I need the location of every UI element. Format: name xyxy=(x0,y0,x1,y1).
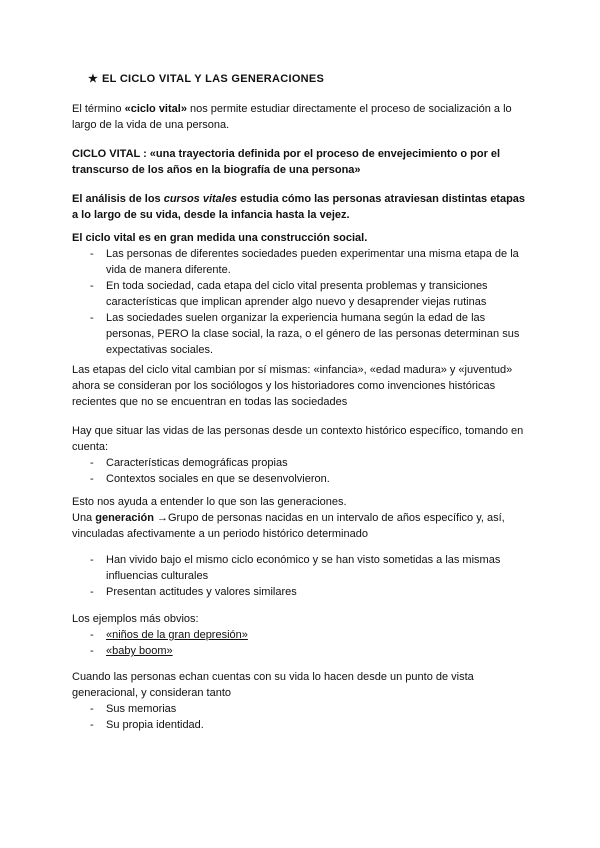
intro-term: «ciclo vital» xyxy=(124,103,187,115)
generation-intro: Esto nos ayuda a entender lo que son las generaciones. xyxy=(72,496,347,508)
generation-section xyxy=(72,494,532,542)
generation-pre: Una xyxy=(72,512,96,524)
generation-definition xyxy=(72,510,532,542)
context-text: Hay que situar las vidas de las personas desde un contexto histórico específico, tomando en cuenta: xyxy=(72,425,524,453)
list-item: - Su propia identidad. xyxy=(72,717,532,733)
social-construction-section xyxy=(72,230,532,358)
context-list xyxy=(72,455,532,487)
definition-paragraph: CICLO VITAL : «una trayectoria definida por el proceso de envejecimiento o por el transcurso de los años en la biografía de una persona» xyxy=(72,148,501,176)
example-link[interactable]: «baby boom» xyxy=(106,645,173,657)
intro-paragraph xyxy=(72,101,532,133)
social-heading: El ciclo vital es en gran medida una construcción social. xyxy=(72,232,368,244)
list-item: - Han vivido bajo el mismo ciclo económico y se han visto sometidas a las mismas influencias culturales xyxy=(72,552,532,584)
list-item: - Características demográficas propias xyxy=(72,455,532,471)
list-item: - Presentan actitudes y valores similares xyxy=(72,584,532,600)
context-section xyxy=(72,423,532,487)
social-list xyxy=(72,246,532,358)
analysis-post: estudia cómo las personas atraviesan distintas etapas a lo largo de su vida, desde la infancia hasta la vejez. xyxy=(72,193,526,221)
list-item xyxy=(72,643,532,659)
analysis-paragraph xyxy=(72,191,532,223)
examples-list xyxy=(72,627,532,659)
list-item: - En toda sociedad, cada etapa del ciclo vital presenta problemas y transiciones características que implican aprender algo nuevo y desaprender viejas rutinas xyxy=(72,278,532,310)
list-item xyxy=(72,627,532,643)
example-link[interactable]: «niños de la gran depresión» xyxy=(106,629,248,641)
star-icon: ★ xyxy=(88,73,99,85)
list-item: - Las personas de diferentes sociedades pueden experimentar una misma etapa de la vida de manera diferente. xyxy=(72,246,532,278)
closing-text: Cuando las personas echan cuentas con su vida lo hacen desde un punto de vista generacional, y consideran tanto xyxy=(72,671,474,699)
generation-post: →Grupo de personas nacidas en un intervalo de años específico y, así, vinculadas afectivamente a un periodo histórico determinado xyxy=(72,512,505,540)
examples-section xyxy=(72,611,532,659)
title-text: EL CICLO VITAL Y LAS GENERACIONES xyxy=(102,73,325,85)
closing-section xyxy=(72,669,532,733)
list-item: - Contextos sociales en que se desenvolvieron. xyxy=(72,471,532,487)
section-title xyxy=(88,71,548,87)
analysis-italic: cursos vitales xyxy=(163,193,238,205)
stages-paragraph: Las etapas del ciclo vital cambian por sí mismas: «infancia», «edad madura» y «juventud» ahora se consideran por los sociólogos y los historiadores como invenciones históricas recientes que no se encuentran en todas las sociedades xyxy=(72,364,513,408)
generation-term: generación xyxy=(95,512,154,524)
list-item: - Sus memorias xyxy=(72,701,532,717)
examples-heading: Los ejemplos más obvios: xyxy=(72,613,199,625)
generation-list xyxy=(72,552,532,600)
closing-list xyxy=(72,701,532,733)
intro-post: nos permite estudiar directamente el proceso de socialización a lo largo de la vida de una persona. xyxy=(72,103,512,131)
list-item: - Las sociedades suelen organizar la experiencia humana según la edad de las personas, PERO la clase social, la raza, o el género de las personas determinan sus expectativas sociales. xyxy=(72,310,532,358)
analysis-pre: El análisis de los xyxy=(72,193,164,205)
intro-pre: El término xyxy=(72,103,125,115)
